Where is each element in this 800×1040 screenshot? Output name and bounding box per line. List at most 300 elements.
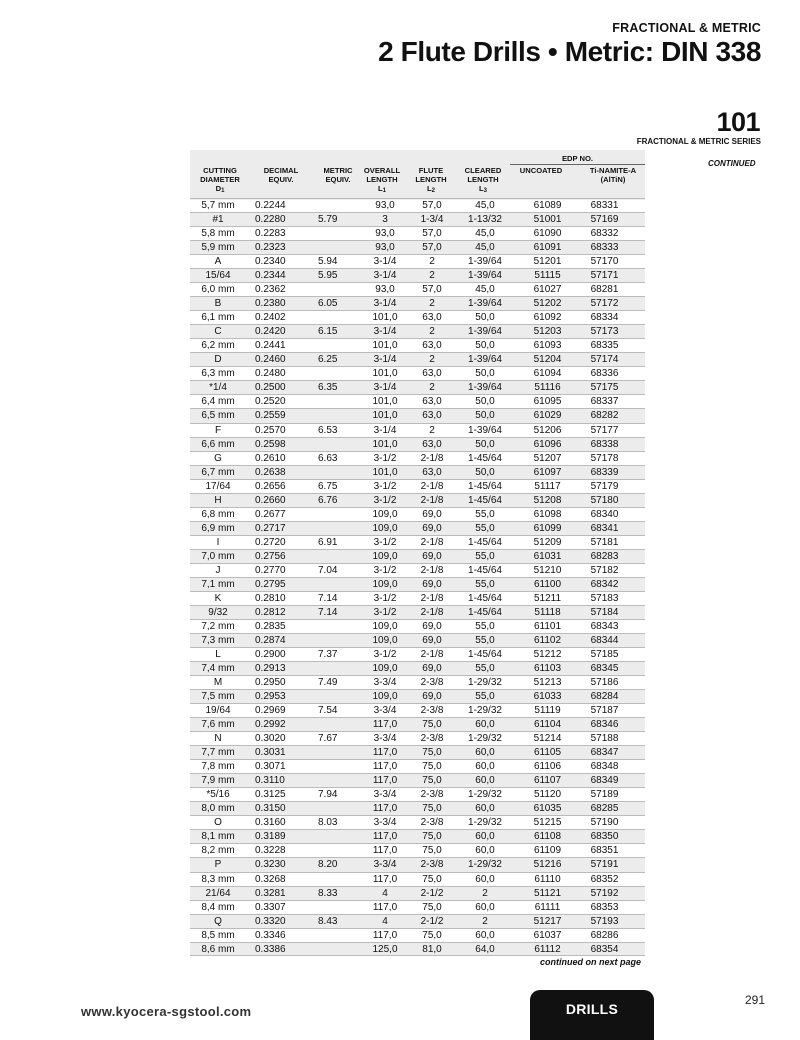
table-cell: 1-39/64 [468, 256, 502, 268]
table-cell: 68281 [590, 284, 619, 296]
table-cell: 2 [429, 326, 435, 338]
table-cell: 21/64 [205, 887, 231, 899]
table-cell: Q [214, 915, 222, 927]
table-cell: 75,0 [422, 775, 442, 787]
column-header-line1: CLEARED [464, 166, 502, 175]
table-row [190, 507, 645, 521]
table-row [190, 296, 645, 310]
table-cell: 7,4 mm [201, 663, 235, 675]
table-cell: 1-39/64 [468, 354, 502, 366]
table-cell: 8.20 [318, 859, 338, 871]
table-cell: 57,0 [422, 242, 442, 254]
table-cell: 75,0 [422, 873, 442, 885]
table-row [190, 310, 645, 324]
table-cell: 7,6 mm [201, 719, 235, 731]
table-cell: 7.49 [318, 677, 338, 689]
table-cell: 6,5 mm [201, 410, 235, 422]
table-cell: 68349 [590, 775, 619, 787]
table-cell: 69,0 [422, 508, 442, 520]
table-cell: 2-3/8 [420, 677, 444, 689]
column-header-line2: (AlTiN) [600, 175, 626, 184]
table-cell: 51212 [533, 649, 562, 660]
table-row [190, 479, 645, 493]
table-cell: 61094 [533, 368, 562, 380]
table-cell: D [214, 354, 222, 366]
table-cell: 1-45/64 [468, 564, 502, 576]
table-cell: 0.3125 [255, 789, 286, 801]
table-cell: 1-45/64 [468, 649, 502, 660]
table-cell: 117,0 [372, 873, 398, 885]
series-number: 101 [716, 107, 760, 137]
table-cell: 57189 [590, 789, 619, 801]
table-cell: 2-1/2 [420, 887, 444, 899]
table-cell: 8,0 mm [201, 803, 235, 815]
table-cell: 61104 [533, 719, 562, 731]
column-header-subscript: 1 [221, 188, 225, 194]
table-cell: 68333 [590, 242, 619, 254]
table-cell: 2-3/8 [420, 859, 444, 871]
table-cell: 51217 [533, 915, 562, 927]
table-cell: 6.76 [318, 494, 338, 506]
table-cell: 3-1/4 [373, 326, 397, 338]
table-cell: 0.2717 [255, 522, 286, 534]
table-cell: 57192 [590, 887, 619, 899]
table-cell: 68341 [590, 522, 619, 534]
table-cell: 0.2677 [255, 508, 286, 520]
table-cell: 0.3307 [255, 901, 286, 913]
table-cell: 6.25 [318, 354, 338, 366]
column-header-3 [318, 166, 358, 184]
table-cell: M [213, 677, 223, 689]
table-cell: 17/64 [205, 480, 231, 492]
column-header-line1: OVERALL [363, 166, 401, 175]
table-bottom-rule [190, 955, 645, 956]
table-row [190, 801, 645, 815]
table-cell: 109,0 [372, 691, 398, 703]
table-cell: 0.2460 [255, 354, 286, 366]
table-cell: 2-1/8 [420, 480, 444, 492]
table-cell: 1-45/64 [468, 494, 502, 506]
table-cell: 6.63 [318, 452, 338, 464]
table-cell: 75,0 [422, 929, 442, 941]
table-row [190, 745, 645, 759]
table-cell: 55,0 [475, 620, 495, 632]
table-cell: 109,0 [372, 663, 398, 675]
table-cell: 60,0 [475, 747, 495, 759]
table-cell: 117,0 [372, 719, 398, 731]
table-cell: 5,9 mm [201, 242, 235, 254]
table-cell: 57179 [590, 480, 619, 492]
table-cell: 68343 [590, 620, 619, 632]
table-cell: 55,0 [475, 522, 495, 534]
table-cell: 1-13/32 [468, 214, 502, 226]
table-cell: 0.2559 [255, 410, 286, 422]
table-cell: 8,5 mm [201, 929, 235, 941]
table-cell: 0.2380 [255, 298, 286, 310]
table-cell: 101,0 [372, 340, 398, 352]
table-row [190, 549, 645, 563]
table-cell: *1/4 [209, 382, 227, 394]
column-header-line1: METRIC [323, 166, 353, 175]
table-cell: 3-1/2 [373, 452, 397, 464]
table-cell: 0.2323 [255, 242, 286, 254]
table-cell: 68283 [590, 550, 619, 562]
table-cell: 0.2992 [255, 719, 286, 731]
table-cell: 117,0 [372, 901, 398, 913]
page-number: 291 [745, 993, 766, 1007]
table-cell: 51215 [533, 817, 562, 829]
column-header-line2: EQUIV. [325, 175, 351, 184]
table-cell: 0.2402 [255, 312, 286, 324]
table-cell: 5.95 [318, 270, 338, 282]
table-cell: 4 [382, 887, 388, 899]
table-cell: 0.2812 [255, 606, 286, 618]
continued-label: CONTINUED [708, 159, 756, 168]
table-cell: 0.2420 [255, 326, 286, 338]
table-cell: 61110 [534, 873, 561, 885]
table-cell: 1-39/64 [468, 298, 502, 310]
table-cell: 68332 [590, 228, 619, 240]
table-cell: 6,0 mm [201, 284, 235, 296]
table-cell: 0.2660 [255, 494, 286, 506]
table-cell: 3-1/4 [373, 424, 397, 436]
table-cell: 0.3110 [255, 775, 285, 787]
table-cell: 2-1/2 [420, 915, 444, 927]
table-cell: 57177 [590, 424, 619, 436]
table-cell: 8.03 [318, 817, 338, 829]
edp-group-label: EDP NO. [561, 154, 594, 163]
table-cell: 61096 [533, 438, 562, 450]
table-cell: 0.3020 [255, 733, 286, 745]
table-cell: 57181 [590, 536, 619, 548]
table-cell: 61105 [533, 747, 562, 759]
table-cell: 0.2969 [255, 705, 286, 717]
column-header-subscript: 3 [483, 188, 487, 194]
table-cell: 0.3228 [255, 845, 286, 857]
table-cell: 101,0 [372, 312, 398, 324]
table-cell: 51116 [534, 382, 561, 394]
table-cell: 7.94 [318, 789, 338, 801]
table-cell: 68338 [590, 438, 619, 450]
table-row [190, 843, 645, 857]
table-row [190, 717, 645, 731]
table-cell: I [216, 536, 220, 548]
table-cell: 50,0 [475, 368, 495, 380]
table-cell: 61108 [533, 831, 562, 843]
table-cell: 61091 [533, 242, 562, 254]
table-cell: 0.2340 [255, 256, 286, 268]
table-cell: 0.2610 [255, 452, 286, 464]
table-cell: 3-1/2 [373, 649, 397, 660]
table-cell: 57190 [590, 817, 619, 829]
website-url[interactable]: www.kyocera-sgstool.com [81, 1004, 252, 1019]
table-cell: 45,0 [475, 242, 495, 254]
table-cell: 61111 [534, 901, 561, 913]
table-cell: 0.2913 [255, 663, 286, 675]
table-cell: 1-45/64 [468, 536, 502, 548]
table-cell: 60,0 [475, 775, 495, 787]
table-cell: 68354 [590, 943, 619, 955]
table-cell: 3-1/4 [373, 298, 397, 310]
table-cell: 75,0 [422, 901, 442, 913]
table-cell: 61095 [533, 396, 562, 408]
table-cell: 75,0 [422, 831, 442, 843]
table-row [190, 521, 645, 535]
table-cell: 51214 [533, 733, 562, 745]
table-row [190, 254, 645, 268]
table-cell: O [214, 817, 222, 829]
table-cell: L [215, 649, 221, 660]
table-cell: 2-1/8 [420, 452, 444, 464]
table-cell: 57171 [590, 270, 619, 282]
table-cell: 57173 [590, 326, 619, 338]
table-cell: 6,1 mm [201, 312, 235, 324]
table-cell: 2 [482, 915, 488, 927]
table-cell: 2-1/8 [420, 649, 444, 660]
table-cell: 68331 [590, 200, 619, 211]
table-cell: 57175 [590, 382, 619, 394]
table-cell: 68282 [590, 410, 619, 422]
table-row [190, 689, 645, 703]
table-cell: 63,0 [422, 312, 442, 324]
table-cell: 3 [382, 214, 388, 226]
table-row [190, 872, 645, 886]
table-cell: 68336 [590, 368, 619, 380]
table-row [190, 563, 645, 577]
table-cell: 51209 [533, 536, 562, 548]
table-cell: 1-3/4 [420, 214, 444, 226]
table-cell: 0.3346 [255, 929, 286, 941]
table-cell: 68346 [590, 719, 619, 731]
table-cell: 68347 [590, 747, 619, 759]
table-cell: 63,0 [422, 368, 442, 380]
table-cell: 2 [482, 887, 488, 899]
table-cell: 0.2344 [255, 270, 286, 282]
table-cell: 0.3189 [255, 831, 286, 843]
table-row [190, 380, 645, 394]
table-cell: 4 [382, 915, 388, 927]
table-cell: 68344 [590, 634, 619, 646]
table-cell: 57178 [590, 452, 619, 464]
table-cell: 61112 [534, 943, 561, 955]
table-cell: 45,0 [475, 200, 495, 211]
table-cell: 57,0 [422, 284, 442, 296]
table-cell: 51204 [533, 354, 562, 366]
column-header-7 [510, 166, 572, 175]
table-cell: N [214, 733, 222, 745]
table-cell: 51120 [533, 789, 562, 801]
table-cell: 117,0 [372, 831, 398, 843]
table-row [190, 324, 645, 338]
table-cell: 2 [429, 354, 435, 366]
table-cell: 8,4 mm [201, 901, 235, 913]
table-cell: 101,0 [372, 438, 398, 450]
table-cell: 51206 [533, 424, 562, 436]
table-cell: 0.2795 [255, 578, 286, 590]
column-header-line2: EQUIV. [268, 175, 294, 184]
table-cell: 51001 [533, 214, 562, 226]
table-cell: 60,0 [475, 845, 495, 857]
table-row [190, 731, 645, 745]
table-cell: 0.2500 [255, 382, 286, 394]
table-cell: 61093 [533, 340, 562, 352]
table-cell: 61033 [533, 691, 562, 703]
table-cell: 57184 [590, 606, 619, 618]
column-header-symbol: D [215, 184, 222, 193]
table-row [190, 282, 645, 296]
table-row [190, 675, 645, 689]
table-cell: 3-1/2 [373, 592, 397, 604]
table-cell: 51119 [534, 705, 561, 717]
table-cell: 57183 [590, 592, 619, 604]
table-cell: 68353 [590, 901, 619, 913]
table-cell: 60,0 [475, 761, 495, 773]
table-cell: 8,3 mm [201, 873, 235, 885]
column-header-line2: LENGTH [467, 175, 499, 184]
table-cell: 3-1/4 [373, 256, 397, 268]
table-cell: 3-1/2 [373, 606, 397, 618]
table-cell: 81,0 [422, 943, 442, 955]
table-cell: 61109 [533, 845, 562, 857]
table-cell: 6.91 [318, 536, 338, 548]
table-cell: 109,0 [372, 578, 398, 590]
table-cell: 57191 [590, 859, 619, 871]
table-cell: 109,0 [372, 522, 398, 534]
table-cell: 55,0 [475, 634, 495, 646]
table-cell: 3-1/2 [373, 564, 397, 576]
drill-table-body [190, 198, 645, 956]
series-label: FRACTIONAL & METRIC SERIES [636, 137, 761, 146]
table-cell: 57182 [590, 564, 619, 576]
table-row [190, 647, 645, 661]
table-cell: 57187 [590, 705, 619, 717]
table-cell: 2-1/8 [420, 592, 444, 604]
table-cell: 61037 [533, 929, 562, 941]
table-cell: 68284 [590, 691, 619, 703]
table-row [190, 212, 645, 226]
table-cell: 57180 [590, 494, 619, 506]
table-cell: 55,0 [475, 508, 495, 520]
table-cell: 117,0 [372, 803, 398, 815]
table-row [190, 661, 645, 675]
table-cell: 0.2280 [255, 214, 286, 226]
table-cell: 50,0 [475, 410, 495, 422]
table-cell: 6,3 mm [201, 368, 235, 380]
table-cell: 63,0 [422, 466, 442, 478]
table-cell: 5,7 mm [201, 200, 235, 211]
table-cell: 0.2441 [255, 340, 286, 352]
table-cell: 2-3/8 [420, 705, 444, 717]
table-cell: 57169 [590, 214, 619, 226]
table-cell: 1-39/64 [468, 382, 502, 394]
table-cell: 75,0 [422, 719, 442, 731]
column-header-line2: LENGTH [366, 175, 398, 184]
table-cell: F [214, 424, 222, 436]
table-cell: 61029 [533, 410, 562, 422]
table-cell: 7,2 mm [201, 620, 235, 632]
table-cell: 6.75 [318, 480, 338, 492]
table-cell: 0.3160 [255, 817, 286, 829]
table-cell: 60,0 [475, 803, 495, 815]
table-row [190, 226, 645, 240]
table-row [190, 759, 645, 773]
table-cell: 61031 [533, 550, 562, 562]
table-cell: 6.35 [318, 382, 338, 394]
table-cell: 0.2638 [255, 466, 286, 478]
table-cell: 61097 [533, 466, 562, 478]
table-row [190, 857, 645, 871]
table-cell: 68339 [590, 466, 619, 478]
table-cell: 15/64 [205, 270, 231, 282]
table-cell: 55,0 [475, 550, 495, 562]
table-cell: 0.2835 [255, 620, 286, 632]
table-cell: 7.54 [318, 705, 338, 717]
section-tab-label: DRILLS [565, 1001, 619, 1017]
table-row [190, 451, 645, 465]
table-cell: 0.2598 [255, 438, 286, 450]
table-cell: 57193 [590, 915, 619, 927]
column-header-line1: CUTTING [203, 166, 237, 175]
table-row [190, 773, 645, 787]
column-header-line2: DIAMETER [200, 175, 240, 184]
table-cell: 1-39/64 [468, 270, 502, 282]
table-cell: 0.2480 [255, 368, 286, 380]
table-cell: 1-39/64 [468, 424, 502, 436]
column-header-2 [255, 166, 307, 184]
table-cell: 7,5 mm [201, 691, 235, 703]
table-cell: 68335 [590, 340, 619, 352]
table-cell: 5.79 [318, 214, 338, 226]
table-cell: 0.3320 [255, 915, 286, 927]
table-cell: 109,0 [372, 620, 398, 632]
column-header-symbol: L [378, 184, 383, 193]
table-cell: 75,0 [422, 803, 442, 815]
table-cell: 93,0 [375, 284, 395, 296]
table-cell: 68352 [590, 873, 619, 885]
table-cell: 0.2953 [255, 691, 286, 703]
table-cell: J [215, 564, 221, 576]
column-header-subscript: 1 [382, 188, 386, 194]
table-cell: 69,0 [422, 522, 442, 534]
table-cell: 1-29/32 [468, 789, 502, 801]
table-cell: 61102 [533, 634, 562, 646]
table-cell: 50,0 [475, 396, 495, 408]
column-header-subscript: 2 [431, 188, 435, 194]
table-cell: 51207 [533, 452, 562, 464]
page-title: 2 Flute Drills • Metric: DIN 338 [378, 36, 761, 67]
table-cell: 2 [429, 270, 435, 282]
table-cell: 7.14 [318, 592, 338, 604]
table-cell: 57174 [590, 354, 619, 366]
table-cell: 19/64 [205, 705, 231, 717]
table-row [190, 352, 645, 366]
column-header-line1: UNCOATED [519, 166, 563, 175]
table-cell: 0.2770 [255, 564, 286, 576]
table-cell: 60,0 [475, 901, 495, 913]
table-cell: 3-3/4 [373, 733, 397, 745]
edp-divider [510, 164, 645, 165]
table-cell: 0.3071 [255, 761, 286, 773]
table-cell: 7.67 [318, 733, 338, 745]
table-row [190, 829, 645, 843]
table-cell: 0.3150 [255, 803, 286, 815]
table-cell: 61100 [533, 578, 562, 590]
table-cell: 51208 [533, 494, 562, 506]
table-cell: 57188 [590, 733, 619, 745]
table-cell: 1-45/64 [468, 592, 502, 604]
table-cell: 61101 [533, 620, 562, 632]
table-cell: 57170 [590, 256, 619, 268]
